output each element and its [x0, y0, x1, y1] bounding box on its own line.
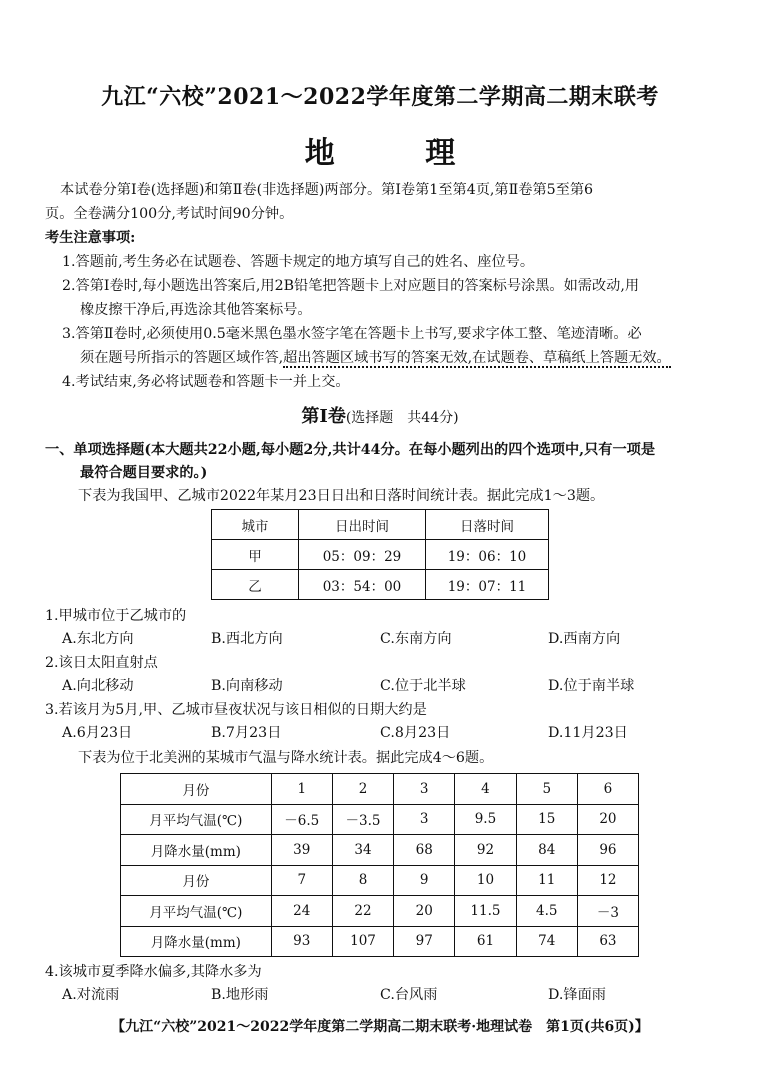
question-3-option-a: A.6月23日 [62, 725, 133, 741]
table-cell: 3 [394, 804, 455, 835]
table-row [212, 570, 549, 600]
climate-table [120, 773, 639, 957]
question-4-stem: 4.该城市夏季降水偏多,其降水多为 [45, 964, 262, 980]
table-cell: 9 [394, 865, 455, 896]
table-cell: 97 [394, 926, 455, 957]
table-cell: 15 [516, 804, 577, 835]
question-3-option-b: B.7月23日 [211, 725, 282, 741]
table-cell: 乙 [212, 570, 299, 600]
table-cell: 5 [516, 774, 577, 805]
table-cell: 月平均气温(℃) [121, 804, 272, 835]
table-cell: 03：54：00 [299, 570, 426, 600]
question-3-stem: 3.若该月为5月,甲、乙城市昼夜状况与该日相似的日期大约是 [45, 702, 427, 718]
table-cell: 24 [271, 896, 332, 927]
table-cell: －3 [577, 896, 638, 927]
part-instructions-2: 最符合题目要求的。) [80, 465, 208, 481]
table-cell: －6.5 [271, 804, 332, 835]
table-cell: 19：07：11 [426, 570, 549, 600]
question-2-option-d: D.位于南半球 [548, 678, 635, 694]
table-cell: 74 [516, 926, 577, 957]
table-cell: 84 [516, 835, 577, 866]
table-cell: 月降水量(mm) [121, 835, 272, 866]
table-row [212, 510, 549, 540]
table-cell: 20 [577, 804, 638, 835]
table-row [121, 804, 639, 835]
question-3-option-d: D.11月23日 [548, 725, 628, 741]
table-cell: 月份 [121, 865, 272, 896]
table-cell: 22 [332, 896, 393, 927]
notice-item-3-cont [80, 346, 671, 370]
table-cell: 05：09：29 [299, 540, 426, 570]
table-cell: 4.5 [516, 896, 577, 927]
section-heading [0, 402, 760, 428]
table-cell: 月降水量(mm) [121, 926, 272, 957]
table-cell: 107 [332, 926, 393, 957]
part-instructions-1: 一、单项选择题(本大题共22小题,每小题2分,共计44分。在每小题列出的四个选项中,只有一项是 [45, 442, 656, 458]
table-cell: 6 [577, 774, 638, 805]
question-2-option-b: B.向南移动 [211, 678, 283, 694]
table-cell: 19：06：10 [426, 540, 549, 570]
question-1-option-a: A.东北方向 [62, 631, 134, 647]
table-cell: 月份 [121, 774, 272, 805]
question-4-option-d: D.锋面雨 [548, 987, 606, 1003]
table-row [121, 896, 639, 927]
table-cell: 8 [332, 865, 393, 896]
table-cell: 7 [271, 865, 332, 896]
question-1-option-b: B.西北方向 [211, 631, 283, 647]
table-cell: 39 [271, 835, 332, 866]
table-row [121, 926, 639, 957]
table-header: 日出时间 [299, 510, 426, 540]
question-4-option-b: B.地形雨 [211, 987, 269, 1003]
table-row [121, 774, 639, 805]
table-cell: 9.5 [455, 804, 516, 835]
table-cell: 63 [577, 926, 638, 957]
table1-intro: 下表为我国甲、乙城市2022年某月23日日出和日落时间统计表。据此完成1～3题。 [78, 488, 605, 504]
notice-item-3-emphasis: 超出答题区域书写的答案无效,在试题卷、草稿纸上答题无效。 [283, 350, 671, 366]
intro-line-2: 页。全卷满分100分,考试时间90分钟。 [45, 206, 294, 222]
notice-heading: 考生注意事项: [45, 230, 136, 246]
question-2-option-c: C.位于北半球 [380, 678, 466, 694]
sunrise-table [211, 509, 549, 600]
notice-item-2-cont: 橡皮擦干净后,再选涂其他答案标号。 [80, 302, 312, 318]
table-cell: 11 [516, 865, 577, 896]
notice-item-3-plain: 须在题号所指示的答题区域作答, [80, 350, 284, 366]
table-cell: 甲 [212, 540, 299, 570]
notice-item-2: 2.答第Ⅰ卷时,每小题选出答案后,用2B铅笔把答题卡上对应题目的答案标号涂黑。如需改动,用 [62, 278, 640, 294]
question-2-option-a: A.向北移动 [62, 678, 134, 694]
section-subtitle: (选择题 共44分) [345, 410, 459, 426]
question-1-stem: 1.甲城市位于乙城市的 [45, 608, 187, 624]
table-cell: 月平均气温(℃) [121, 896, 272, 927]
question-1-option-c: C.东南方向 [380, 631, 452, 647]
table-cell: 12 [577, 865, 638, 896]
subject-title: 地 理 [304, 136, 496, 171]
table-cell: 3 [394, 774, 455, 805]
table-cell: 20 [394, 896, 455, 927]
table-row [212, 540, 549, 570]
table-row [121, 835, 639, 866]
table-cell: 96 [577, 835, 638, 866]
table-cell: 34 [332, 835, 393, 866]
exam-title: 九江“六校”2021～2022学年度第二学期高二期末联考 [101, 84, 659, 110]
table-header: 日落时间 [426, 510, 549, 540]
table-cell: 11.5 [455, 896, 516, 927]
table-cell: 61 [455, 926, 516, 957]
table2-intro: 下表为位于北美洲的某城市气温与降水统计表。据此完成4～6题。 [78, 750, 494, 766]
table-cell: －3.5 [332, 804, 393, 835]
question-4-option-c: C.台风雨 [380, 987, 438, 1003]
notice-item-1: 1.答题前,考生务必在试题卷、答题卡规定的地方填写自己的姓名、座位号。 [62, 254, 535, 270]
table-cell: 1 [271, 774, 332, 805]
table-cell: 10 [455, 865, 516, 896]
table-cell: 92 [455, 835, 516, 866]
table-row [121, 865, 639, 896]
table-cell: 68 [394, 835, 455, 866]
question-4-option-a: A.对流雨 [62, 987, 120, 1003]
question-3-option-c: C.8月23日 [380, 725, 451, 741]
table-header: 城市 [212, 510, 299, 540]
table-cell: 93 [271, 926, 332, 957]
page-footer: 【九江“六校”2021～2022学年度第二学期高二期末联考·地理试卷 第1页(共6页)】 [111, 1019, 649, 1035]
table-cell: 4 [455, 774, 516, 805]
question-2-stem: 2.该日太阳直射点 [45, 655, 158, 671]
notice-item-4: 4.考试结束,务必将试题卷和答题卡一并上交。 [62, 374, 350, 390]
notice-item-3: 3.答第Ⅱ卷时,必须使用0.5毫米黑色墨水签字笔在答题卡上书写,要求字体工整、笔迹清晰。必 [62, 326, 642, 342]
section-title: 第Ⅰ卷 [301, 406, 346, 427]
intro-line-1: 本试卷分第Ⅰ卷(选择题)和第Ⅱ卷(非选择题)两部分。第Ⅰ卷第1至第4页,第Ⅱ卷第5至第6 [60, 182, 594, 198]
table-cell: 2 [332, 774, 393, 805]
question-1-option-d: D.西南方向 [548, 631, 621, 647]
